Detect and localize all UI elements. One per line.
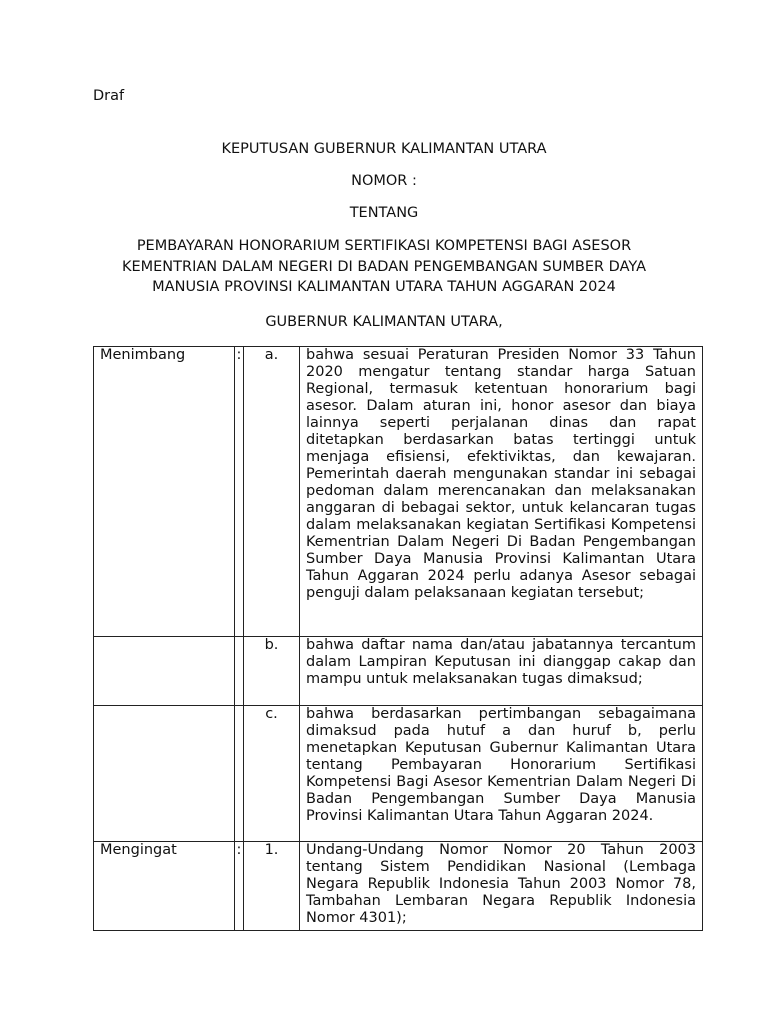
row-marker: 1.: [244, 842, 300, 931]
row-text: bahwa sesuai Peraturan Presiden Nomor 33 Tahun 2020 mengatur tentang standar harga Satuan Regional, termasuk ketentuan honorarium bagi asesor. Dalam aturan ini, honor asesor dan biaya lainnya seperti perjalanan dinas dan rapat ditetapkan berdasarkan batas tertinggi untuk menjaga efisiensi, efektiviktas, dan kewajaran. Pemerintah daerah mengunakan standar ini sebagai pedoman dalam merencanakan dan melaksanakan anggaran di bebagai sektor, untuk kelancaran tugas dalam melaksanakan kegiatan Sertifikasi Kompetensi Kementrian Dalam Negeri Di Badan Pengembangan Sumber Daya Manusia Provinsi Kalimantan Utara Tahun Aggaran 2024 perlu adanya Asesor sebagai penguji dalam pelaksanaan kegiatan tersebut;: [300, 347, 703, 637]
row-marker: a.: [244, 347, 300, 637]
row-marker: b.: [244, 637, 300, 706]
row-label: [94, 637, 235, 706]
row-colon: [235, 706, 244, 842]
table-row: [94, 842, 703, 931]
document-title: KEPUTUSAN GUBERNUR KALIMANTAN UTARA: [221, 141, 547, 157]
document-number: NOMOR :: [351, 173, 417, 189]
about-heading: TENTANG: [349, 205, 419, 221]
governor-heading: GUBERNUR KALIMANTAN UTARA,: [265, 314, 503, 330]
subject-line: MANUSIA PROVINSI KALIMANTAN UTARA TAHUN AGGARAN 2024: [152, 279, 616, 295]
subject-line: KEMENTRIAN DALAM NEGERI DI BADAN PENGEMBANGAN SUMBER DAYA: [121, 258, 647, 275]
draft-label: Draf: [93, 88, 125, 104]
row-colon: [235, 637, 244, 706]
table-row: [94, 706, 703, 842]
table-row: [94, 347, 703, 637]
row-label: [94, 706, 235, 842]
row-text: bahwa berdasarkan pertimbangan sebagaimana dimaksud pada hutuf a dan huruf b, perlu menetapkan Keputusan Gubernur Kalimantan Utara tentang Pembayaran Honorarium Sertifikasi Kompetensi Bagi Asesor Kementrian Dalam Negeri Di Badan Pengembangan Sumber Daya Manusia Provinsi Kalimantan Utara Tahun Aggaran 2024.: [300, 706, 703, 842]
table-row: [94, 637, 703, 706]
row-colon: :: [235, 347, 244, 637]
considerations-table: [93, 346, 703, 931]
document-subject: [0, 236, 768, 298]
row-text: Undang-Undang Nomor Nomor 20 Tahun 2003 tentang Sistem Pendidikan Nasional (Lembaga Negara Republik Indonesia Tahun 2003 Nomor 78, Tambahan Lembaran Negara Republik Indonesia Nomor 4301);: [300, 842, 703, 931]
row-colon: :: [235, 842, 244, 931]
row-label: Menimbang: [94, 347, 235, 637]
row-text: bahwa daftar nama dan/atau jabatannya tercantum dalam Lampiran Keputusan ini dianggap cakap dan mampu untuk melaksanakan tugas dimaksud;: [300, 637, 703, 706]
row-label: Mengingat: [94, 842, 235, 931]
subject-line: PEMBAYARAN HONORARIUM SERTIFIKASI KOMPETENSI BAGI ASESOR: [136, 238, 632, 254]
row-marker: c.: [244, 706, 300, 842]
